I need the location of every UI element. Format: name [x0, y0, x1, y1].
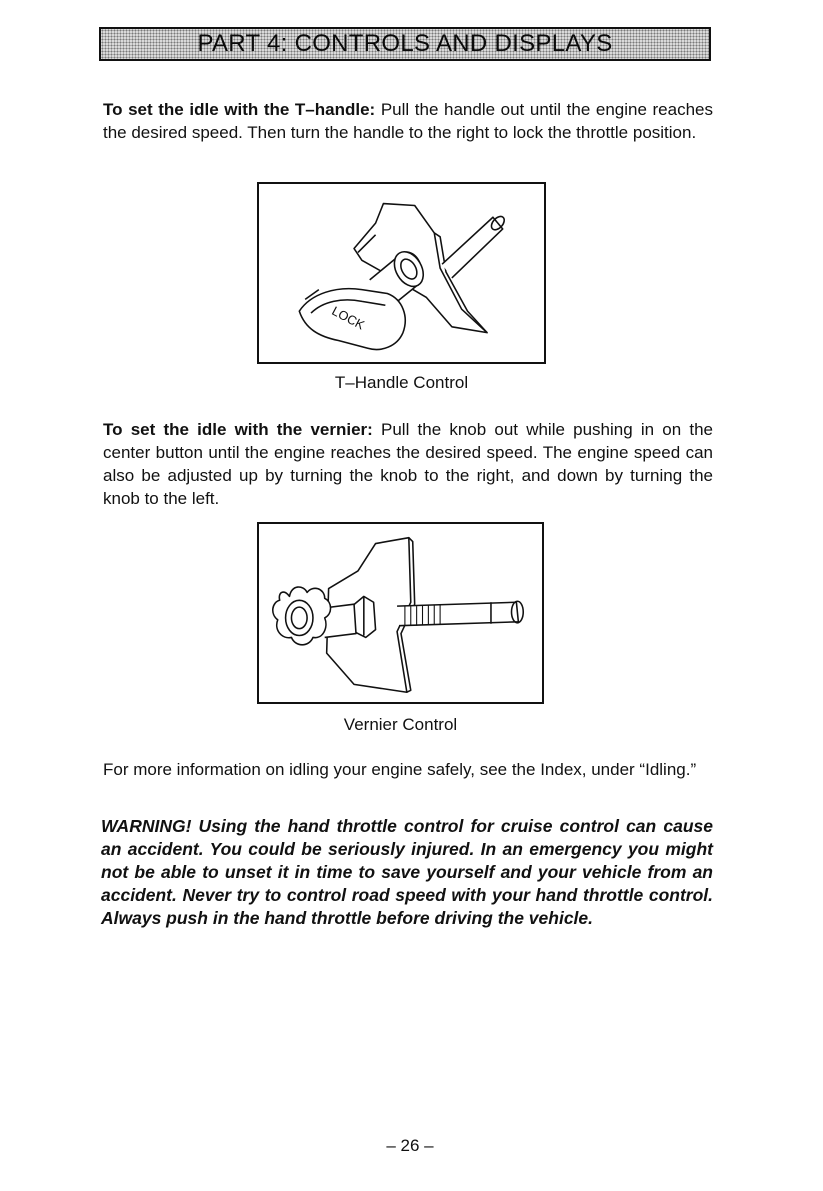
t-handle-illustration — [259, 184, 544, 362]
t-handle-lock-label: LOCK — [329, 303, 368, 333]
vernier-paragraph — [103, 418, 713, 510]
t-handle-heading: To set the idle with the T–handle: — [103, 100, 376, 119]
vernier-caption: Vernier Control — [343, 715, 458, 734]
t-handle-paragraph — [103, 98, 713, 144]
section-title: PART 4: CONTROLS AND DISPLAYS — [197, 30, 613, 57]
vernier-text: Pull the knob out while pushing in on the center button until the engine reaches the desired speed. The engine speed can also be adjusted up by turning the knob to the right, and down by turning the knob to the left. — [103, 420, 713, 508]
vernier-illustration — [259, 524, 542, 702]
t-handle-figure — [257, 182, 546, 364]
warning-text: WARNING! Using the hand throttle control for cruise control can cause an accident. You could be seriously injured. In an emergency you might not be able to unset it in time to save yourself and your vehicle from an accident. Never try to control road speed with your hand throttle control. Always push in the hand throttle before driving the vehicle. — [101, 816, 713, 928]
info-paragraph: For more information on idling your engine safely, see the Index, under “Idling.” — [103, 760, 697, 779]
vernier-figure — [257, 522, 544, 704]
t-handle-caption: T–Handle Control — [334, 373, 469, 392]
section-header — [99, 27, 711, 61]
vernier-heading: To set the idle with the vernier: — [103, 420, 373, 439]
t-handle-text: Pull the handle out until the engine reaches the desired speed. Then turn the handle to the right to lock the throttle position. — [103, 100, 714, 142]
page-number: – 26 – — [386, 1136, 434, 1155]
